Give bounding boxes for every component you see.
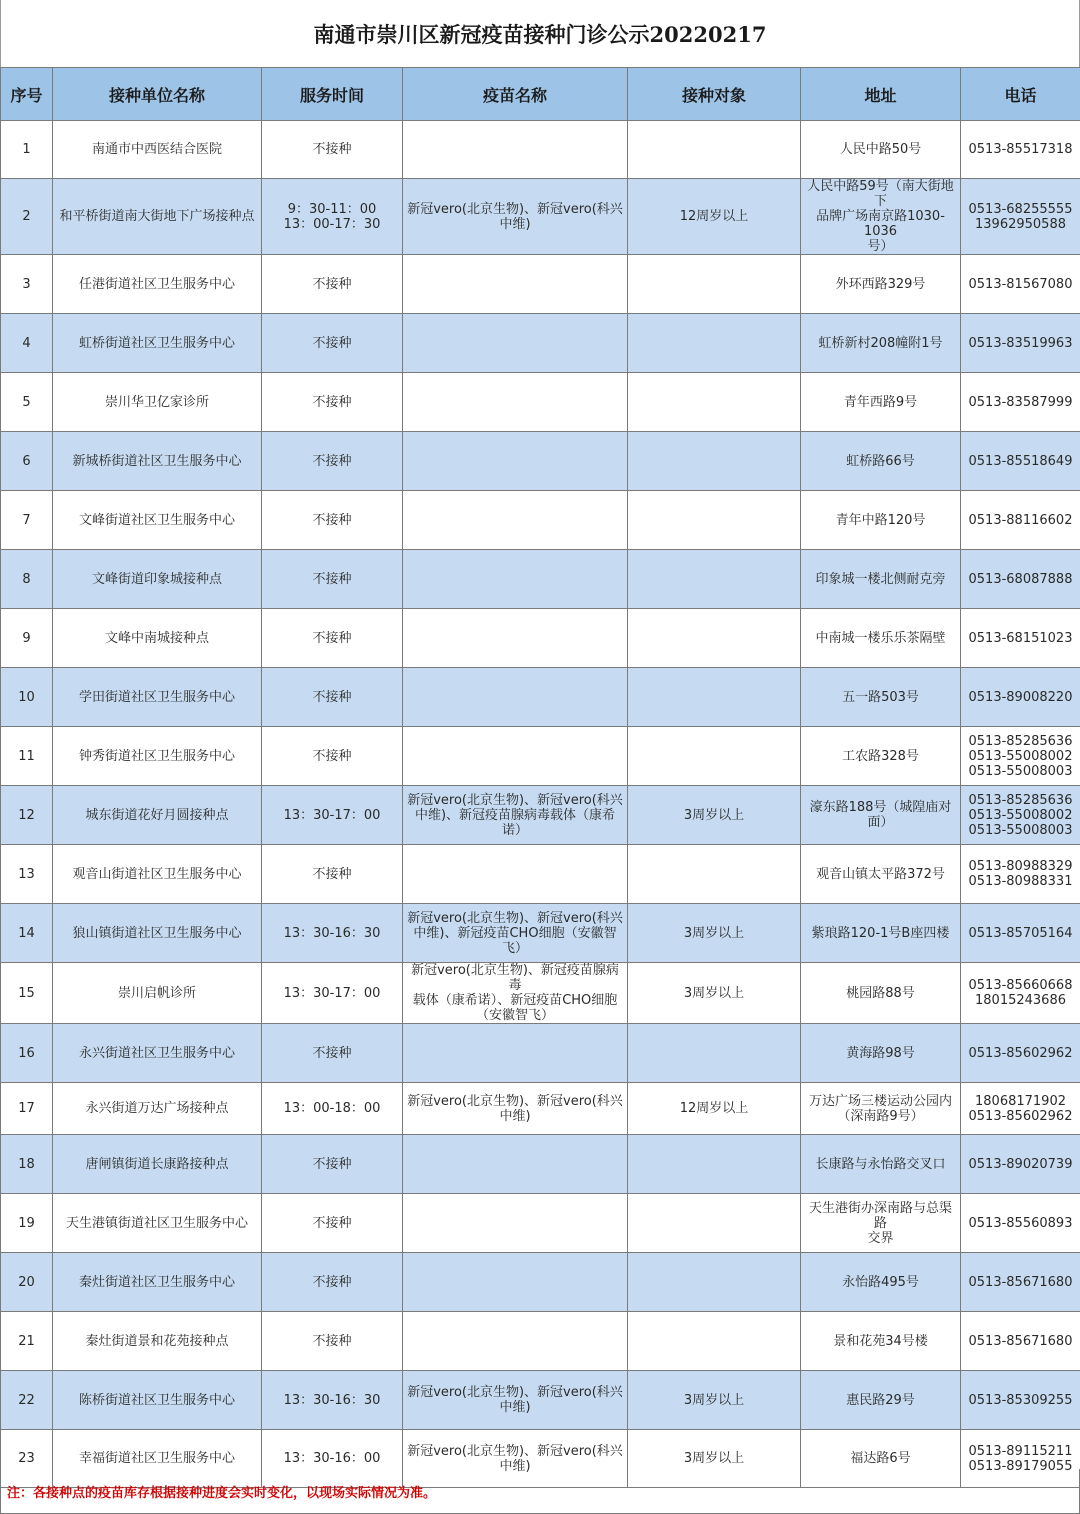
cell-time — [262, 845, 403, 904]
cell-target — [628, 1135, 801, 1194]
cell-vaccine-line: 中维) — [499, 1400, 531, 1415]
cell-time-line: 不接种 — [312, 1274, 352, 1290]
table-row — [1, 1083, 1080, 1135]
cell-time-line: 13：30-17：00 — [283, 985, 381, 1001]
cell-time-line: 13：30-17：00 — [283, 807, 381, 823]
cell-phone-line: 0513-81567080 — [968, 276, 1073, 292]
cell-phone-line: 0513-80988331 — [968, 874, 1073, 889]
table-row — [1, 1371, 1080, 1430]
table-row — [1, 1024, 1080, 1083]
cell-no: 9 — [1, 609, 53, 668]
cell-no: 22 — [1, 1371, 53, 1430]
cell-vaccine-line: 新冠vero(北京生物)、新冠疫苗腺病毒 — [411, 963, 619, 993]
cell-vaccine-line: 中维)、新冠疫苗CHO细胞（安徽智飞） — [413, 925, 617, 956]
cell-no: 23 — [1, 1430, 53, 1488]
cell-address — [801, 432, 961, 491]
cell-no: 16 — [1, 1024, 53, 1083]
cell-address — [801, 786, 961, 845]
cell-address — [801, 727, 961, 786]
cell-no: 4 — [1, 314, 53, 373]
cell-time-line: 13：00-18：00 — [283, 1101, 381, 1116]
cell-time-line: 不接种 — [312, 512, 352, 528]
cell-phone-line: 0513-55008002 — [968, 748, 1073, 764]
cell-time — [262, 373, 403, 432]
cell-address-line: （深南路9号） — [837, 1108, 924, 1124]
cell-address — [801, 1024, 961, 1083]
cell-phone-line: 0513-85602962 — [968, 1045, 1073, 1061]
cell-time — [262, 1194, 403, 1253]
cell-time-line: 不接种 — [312, 335, 352, 351]
table-row — [1, 963, 1080, 1024]
cell-vaccine-line: 诺） — [501, 822, 528, 838]
cell-target — [628, 255, 801, 314]
cell-time — [262, 668, 403, 727]
cell-phone — [961, 550, 1080, 609]
cell-address-line: 虹桥路66号 — [846, 453, 915, 469]
cell-vaccine — [403, 1024, 628, 1083]
cell-target — [628, 1312, 801, 1371]
cell-vaccine — [403, 963, 628, 1024]
cell-vaccine — [403, 1253, 628, 1312]
cell-address-line: 青年中路120号 — [835, 512, 926, 528]
cell-phone-line: 18068171902 — [975, 1093, 1066, 1109]
table-row — [1, 314, 1080, 373]
cell-address — [801, 1371, 961, 1430]
cell-unit: 城东街道花好月圆接种点 — [53, 786, 262, 845]
cell-time-line: 不接种 — [312, 1215, 352, 1231]
cell-target — [628, 609, 801, 668]
cell-vaccine — [403, 668, 628, 727]
cell-phone-line: 0513-68087888 — [968, 571, 1073, 587]
cell-no: 3 — [1, 255, 53, 314]
cell-no: 5 — [1, 373, 53, 432]
cell-time — [262, 1371, 403, 1430]
header-address: 地址 — [801, 68, 961, 121]
cell-no: 8 — [1, 550, 53, 609]
cell-time-line: 不接种 — [312, 394, 352, 410]
cell-address-line: 景和花苑34号楼 — [833, 1333, 928, 1349]
cell-phone-line: 0513-55008003 — [968, 763, 1073, 779]
cell-phone-line: 0513-83519963 — [968, 335, 1073, 351]
cell-vaccine-line: 新冠vero(北京生物)、新冠vero(科兴 — [407, 201, 623, 217]
cell-address — [801, 668, 961, 727]
cell-unit: 文峰街道印象城接种点 — [53, 550, 262, 609]
cell-address-line: 交界 — [867, 1230, 894, 1246]
cell-vaccine — [403, 904, 628, 963]
cell-phone-line: 0513-55008002 — [968, 807, 1073, 823]
cell-address — [801, 1083, 961, 1135]
cell-no: 18 — [1, 1135, 53, 1194]
cell-time — [262, 550, 403, 609]
cell-vaccine-line: 中维) — [499, 1458, 531, 1474]
cell-address-line: 五一路503号 — [842, 689, 919, 705]
cell-vaccine — [403, 179, 628, 255]
cell-unit: 文峰中南城接种点 — [53, 609, 262, 668]
table-row — [1, 1135, 1080, 1194]
cell-address-line: 黄海路98号 — [846, 1045, 915, 1061]
footnote: 注：各接种点的疫苗库存根据接种进度会实时变化，以现场实际情况为准。 — [0, 1469, 1080, 1514]
cell-unit: 崇川华卫亿家诊所 — [53, 373, 262, 432]
cell-unit: 天生港镇街道社区卫生服务中心 — [53, 1194, 262, 1253]
table-body — [1, 121, 1080, 1488]
cell-target — [628, 121, 801, 179]
cell-target — [628, 1024, 801, 1083]
cell-phone — [961, 1253, 1080, 1312]
cell-time-line: 不接种 — [312, 276, 352, 292]
cell-phone — [961, 1194, 1080, 1253]
cell-phone-line: 0513-68255555 — [968, 201, 1073, 217]
table-row — [1, 904, 1080, 963]
cell-unit: 永兴街道万达广场接种点 — [53, 1083, 262, 1135]
cell-unit: 钟秀街道社区卫生服务中心 — [53, 727, 262, 786]
cell-phone — [961, 121, 1080, 179]
cell-address — [801, 255, 961, 314]
cell-vaccine-line: 中维)、新冠疫苗腺病毒载体（康希 — [414, 807, 616, 823]
cell-target — [628, 373, 801, 432]
cell-time-line: 不接种 — [312, 866, 352, 882]
table-row — [1, 845, 1080, 904]
cell-target: 3周岁以上 — [628, 786, 801, 845]
cell-time-line: 不接种 — [312, 1156, 352, 1172]
table-row — [1, 609, 1080, 668]
cell-time-line: 不接种 — [312, 689, 352, 705]
table-row — [1, 121, 1080, 179]
cell-address — [801, 963, 961, 1024]
table-row — [1, 432, 1080, 491]
cell-vaccine-line: 中维) — [499, 1108, 531, 1124]
cell-address — [801, 1135, 961, 1194]
cell-address — [801, 1312, 961, 1371]
cell-phone-line: 0513-85309255 — [968, 1392, 1073, 1408]
cell-unit: 任港街道社区卫生服务中心 — [53, 255, 262, 314]
cell-time-line: 13：30-16：00 — [283, 1451, 381, 1466]
cell-time — [262, 963, 403, 1024]
cell-unit: 秦灶街道景和花苑接种点 — [53, 1312, 262, 1371]
table-row — [1, 727, 1080, 786]
cell-vaccine — [403, 255, 628, 314]
table-row — [1, 1253, 1080, 1312]
cell-vaccine-line: 新冠vero(北京生物)、新冠vero(科兴 — [407, 1385, 623, 1400]
cell-vaccine — [403, 373, 628, 432]
cell-time-line: 不接种 — [312, 571, 352, 587]
table-row — [1, 255, 1080, 314]
cell-address — [801, 121, 961, 179]
cell-time-line: 不接种 — [312, 748, 352, 764]
cell-unit: 永兴街道社区卫生服务中心 — [53, 1024, 262, 1083]
cell-no: 21 — [1, 1312, 53, 1371]
cell-vaccine-line: 新冠vero(北京生物)、新冠vero(科兴 — [407, 910, 623, 926]
cell-phone — [961, 432, 1080, 491]
cell-address-line: 号） — [867, 239, 894, 254]
cell-address-line: 桃园路88号 — [846, 985, 915, 1001]
cell-time — [262, 491, 403, 550]
cell-address — [801, 845, 961, 904]
cell-unit: 陈桥街道社区卫生服务中心 — [53, 1371, 262, 1430]
cell-phone — [961, 904, 1080, 963]
cell-vaccine — [403, 1083, 628, 1135]
cell-vaccine — [403, 1194, 628, 1253]
cell-time-line: 13：00-17：30 — [283, 216, 381, 232]
cell-phone — [961, 179, 1080, 255]
table-row — [1, 179, 1080, 255]
cell-phone — [961, 1312, 1080, 1371]
cell-vaccine — [403, 727, 628, 786]
cell-time — [262, 1024, 403, 1083]
cell-phone-line: 0513-85518649 — [968, 453, 1073, 469]
cell-no: 2 — [1, 179, 53, 255]
cell-phone-line: 0513-55008003 — [968, 822, 1073, 838]
cell-time — [262, 609, 403, 668]
cell-time — [262, 179, 403, 255]
cell-vaccine-line: 新冠vero(北京生物)、新冠vero(科兴 — [407, 1443, 623, 1459]
cell-vaccine — [403, 1312, 628, 1371]
cell-phone-line: 0513-68151023 — [968, 630, 1073, 646]
cell-address — [801, 1194, 961, 1253]
cell-address-line: 工农路328号 — [842, 748, 919, 764]
cell-address-line: 永怡路495号 — [842, 1274, 919, 1290]
header-phone: 电话 — [961, 68, 1080, 121]
cell-no: 20 — [1, 1253, 53, 1312]
cell-no: 7 — [1, 491, 53, 550]
cell-phone — [961, 727, 1080, 786]
cell-address-line: 外环西路329号 — [835, 276, 926, 292]
cell-address — [801, 491, 961, 550]
cell-time-line: 不接种 — [312, 453, 352, 469]
cell-phone-line: 0513-85602962 — [968, 1108, 1073, 1124]
cell-phone-line: 0513-89179055 — [968, 1458, 1073, 1474]
cell-address-line: 长康路与永怡路交叉口 — [815, 1156, 946, 1172]
cell-vaccine-line: 新冠vero(北京生物)、新冠vero(科兴 — [407, 1093, 623, 1109]
cell-target — [628, 1194, 801, 1253]
cell-address-line: 濠东路188号（城隍庙对 — [809, 800, 952, 815]
cell-unit: 崇川启帆诊所 — [53, 963, 262, 1024]
cell-address-line: 万达广场三楼运动公园内 — [808, 1093, 952, 1109]
header-target: 接种对象 — [628, 68, 801, 121]
cell-phone — [961, 1371, 1080, 1430]
cell-target: 3周岁以上 — [628, 963, 801, 1024]
cell-vaccine — [403, 121, 628, 179]
cell-vaccine — [403, 609, 628, 668]
cell-unit: 学田街道社区卫生服务中心 — [53, 668, 262, 727]
cell-target — [628, 432, 801, 491]
cell-time-line: 13：30-16：30 — [283, 1392, 381, 1408]
cell-no: 11 — [1, 727, 53, 786]
table-row — [1, 668, 1080, 727]
cell-phone-line: 13962950588 — [975, 216, 1066, 232]
table-header-row — [1, 68, 1080, 121]
cell-time — [262, 786, 403, 845]
cell-vaccine-line: 中维) — [499, 216, 531, 232]
cell-address-line: 印象城一楼北侧耐克旁 — [815, 571, 946, 587]
cell-address-line: 面） — [867, 815, 894, 830]
header-time: 服务时间 — [262, 68, 403, 121]
cell-address-line: 品牌广场南京路1030-1036 — [816, 209, 945, 239]
cell-vaccine — [403, 491, 628, 550]
cell-target: 12周岁以上 — [628, 1083, 801, 1135]
cell-time — [262, 1312, 403, 1371]
cell-address — [801, 179, 961, 255]
cell-no: 1 — [1, 121, 53, 179]
table-row — [1, 373, 1080, 432]
cell-address-line: 天生港街办深南路与总渠路 — [808, 1200, 952, 1231]
vaccination-table — [0, 67, 1080, 1488]
cell-phone-line: 0513-85285636 — [968, 733, 1073, 749]
cell-phone-line: 18015243686 — [975, 993, 1066, 1008]
cell-phone — [961, 786, 1080, 845]
cell-time — [262, 1135, 403, 1194]
cell-address — [801, 373, 961, 432]
cell-phone-line: 0513-85671680 — [968, 1274, 1073, 1290]
cell-phone — [961, 845, 1080, 904]
cell-target — [628, 727, 801, 786]
cell-vaccine-line: 新冠vero(北京生物)、新冠vero(科兴 — [407, 792, 623, 808]
table-row — [1, 786, 1080, 845]
cell-phone — [961, 314, 1080, 373]
cell-no: 6 — [1, 432, 53, 491]
cell-unit: 南通市中西医结合医院 — [53, 121, 262, 179]
cell-time — [262, 1083, 403, 1135]
cell-unit: 幸福街道社区卫生服务中心 — [53, 1430, 262, 1488]
cell-time-line: 不接种 — [312, 142, 352, 157]
cell-vaccine — [403, 1135, 628, 1194]
cell-vaccine — [403, 550, 628, 609]
cell-phone-line: 0513-85671680 — [968, 1333, 1073, 1349]
cell-target — [628, 314, 801, 373]
cell-no: 10 — [1, 668, 53, 727]
cell-time — [262, 727, 403, 786]
cell-time — [262, 121, 403, 179]
cell-phone — [961, 1083, 1080, 1135]
cell-target — [628, 491, 801, 550]
cell-address-line: 人民中路50号 — [839, 142, 922, 157]
cell-time-line: 不接种 — [312, 1045, 352, 1061]
cell-phone — [961, 373, 1080, 432]
cell-address-line: 福达路6号 — [850, 1451, 911, 1466]
cell-phone-line: 0513-83587999 — [968, 394, 1073, 410]
cell-unit: 狼山镇街道社区卫生服务中心 — [53, 904, 262, 963]
table-row — [1, 1194, 1080, 1253]
cell-address — [801, 904, 961, 963]
cell-no: 15 — [1, 963, 53, 1024]
cell-time-line: 不接种 — [312, 630, 352, 646]
cell-phone-line: 0513-85560893 — [968, 1215, 1073, 1231]
cell-phone — [961, 255, 1080, 314]
header-no: 序号 — [1, 68, 53, 121]
cell-address-line: 虹桥新村208幢附1号 — [818, 335, 943, 351]
cell-address — [801, 609, 961, 668]
page-title: 南通市崇川区新冠疫苗接种门诊公示20220217 — [0, 0, 1080, 67]
cell-target: 3周岁以上 — [628, 904, 801, 963]
cell-time — [262, 255, 403, 314]
cell-time-line: 不接种 — [312, 1333, 352, 1349]
cell-target — [628, 1253, 801, 1312]
cell-phone — [961, 1135, 1080, 1194]
cell-phone-line: 0513-89115211 — [968, 1443, 1073, 1459]
cell-no: 14 — [1, 904, 53, 963]
cell-time — [262, 1253, 403, 1312]
cell-address — [801, 314, 961, 373]
table-row — [1, 550, 1080, 609]
cell-target — [628, 845, 801, 904]
cell-phone — [961, 668, 1080, 727]
cell-vaccine — [403, 845, 628, 904]
cell-unit: 新城桥街道社区卫生服务中心 — [53, 432, 262, 491]
cell-unit: 文峰街道社区卫生服务中心 — [53, 491, 262, 550]
cell-phone-line: 0513-88116602 — [968, 512, 1073, 528]
cell-phone-line: 0513-89020739 — [968, 1156, 1073, 1172]
cell-no: 19 — [1, 1194, 53, 1253]
cell-unit: 秦灶街道社区卫生服务中心 — [53, 1253, 262, 1312]
cell-phone — [961, 609, 1080, 668]
cell-address-line: 紫琅路120-1号B座四楼 — [811, 925, 950, 941]
cell-target — [628, 550, 801, 609]
cell-unit: 虹桥街道社区卫生服务中心 — [53, 314, 262, 373]
cell-target: 3周岁以上 — [628, 1430, 801, 1488]
cell-time-line: 9：30-11：00 — [287, 201, 377, 217]
cell-phone-line: 0513-85285636 — [968, 792, 1073, 808]
cell-phone-line: 0513-80988329 — [968, 859, 1073, 874]
cell-no: 12 — [1, 786, 53, 845]
cell-vaccine — [403, 432, 628, 491]
cell-target: 3周岁以上 — [628, 1371, 801, 1430]
cell-no: 17 — [1, 1083, 53, 1135]
cell-address-line: 惠民路29号 — [846, 1392, 915, 1408]
cell-time-line: 13：30-16：30 — [283, 925, 381, 941]
cell-phone-line: 0513-89008220 — [968, 689, 1073, 705]
cell-address-line: 观音山镇太平路372号 — [816, 866, 945, 882]
cell-phone-line: 0513-85660668 — [968, 978, 1073, 993]
cell-vaccine — [403, 786, 628, 845]
cell-address — [801, 550, 961, 609]
table-row — [1, 491, 1080, 550]
cell-address-line: 中南城一楼乐乐茶隔壁 — [815, 630, 946, 646]
cell-no: 13 — [1, 845, 53, 904]
cell-phone — [961, 1024, 1080, 1083]
cell-phone — [961, 491, 1080, 550]
cell-vaccine — [403, 1371, 628, 1430]
cell-target: 12周岁以上 — [628, 179, 801, 255]
cell-address-line: 青年西路9号 — [843, 394, 918, 410]
cell-phone-line: 0513-85517318 — [968, 142, 1073, 157]
cell-vaccine-line: 载体（康希诺）、新冠疫苗CHO细胞 — [412, 993, 618, 1008]
cell-address — [801, 1253, 961, 1312]
cell-address-line: 人民中路59号（南大街地下 — [807, 179, 954, 209]
cell-unit: 和平桥街道南大街地下广场接种点 — [53, 179, 262, 255]
cell-phone — [961, 963, 1080, 1024]
header-unit: 接种单位名称 — [53, 68, 262, 121]
cell-target — [628, 668, 801, 727]
cell-time — [262, 904, 403, 963]
table-row — [1, 1312, 1080, 1371]
cell-phone-line: 0513-85705164 — [968, 925, 1073, 941]
cell-unit: 观音山街道社区卫生服务中心 — [53, 845, 262, 904]
cell-vaccine — [403, 314, 628, 373]
cell-unit: 唐闸镇街道长康路接种点 — [53, 1135, 262, 1194]
header-vaccine: 疫苗名称 — [403, 68, 628, 121]
cell-vaccine-line: （安徽智飞） — [475, 1008, 554, 1023]
cell-time — [262, 314, 403, 373]
cell-time — [262, 432, 403, 491]
